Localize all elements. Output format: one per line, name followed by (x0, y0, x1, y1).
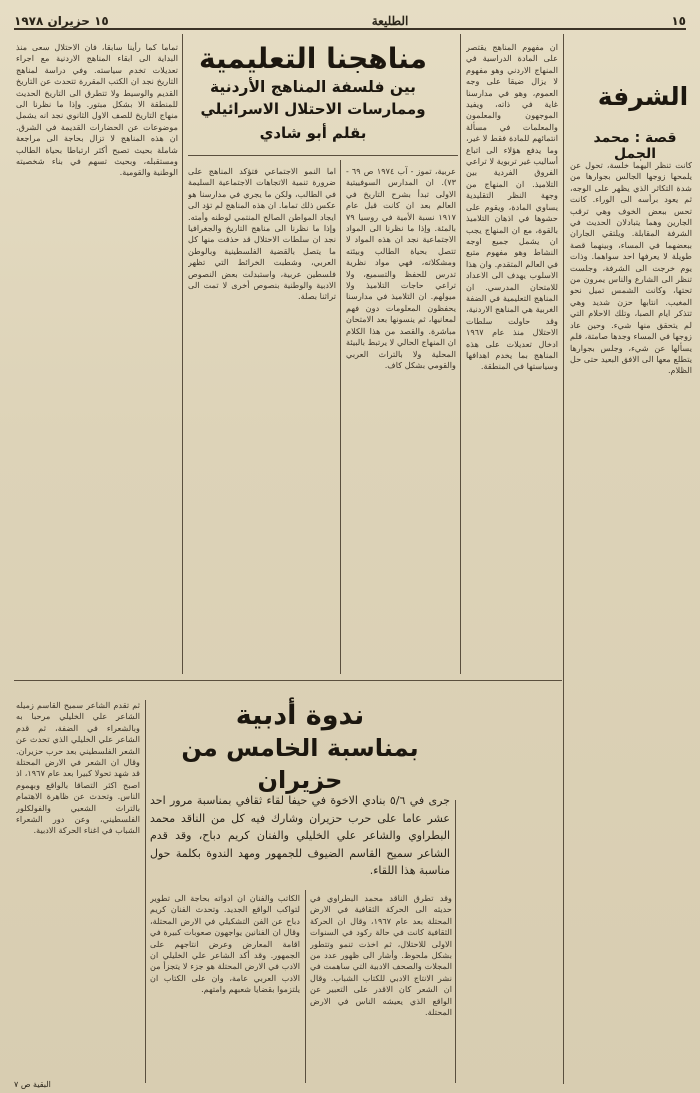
article-author: بقلم أبو شادي (259, 124, 367, 142)
article-text: تماما كما رأينا سابقا، فان الاحتلال سعى منذ البداية الى ابقاء المناهج الاردنية مع اجراء تعديلات تخدم سياسته. وفي دراسة لمناهج التاريخ نجد ان الكتب المقررة تتحدث عن التاريخ القديم والوسيط ولا تتطرق الى التاريخ الحديث للمنطقة الا بشكل مبتور. وإذا ما نظرنا الى منهاج التاريخ للصف الاول الثانوي نجد انه يشمل موضوعات عن الحضارات القديمة في الشرق. ان هذه المناهج لا تزال بحاجة الى مراجعة شاملة بحيث تصبح أكثر ارتباطا بحياة الطالب ومستقبله، وبحيث تسهم في بناء شخصيته الوطنية والقومية. (16, 42, 178, 178)
article-subtitle-1: بين فلسفة المناهج الأردنية (210, 78, 416, 96)
section-divider (14, 680, 562, 681)
article-text: عربية، تموز - آب ١٩٧٤ ص ٦٩ - ٧٣). ان المدارس السوفييتية الاولى تبدأ بشرح التاريخ في العالم بعد ان كانت قبل عام ١٩١٧ نسبة الأمية في روسيا ٧٩ بالمئة. وإذا ما نظرنا الى المواد الاجتماعية نجد ان هذه المواد لا تتصل بحياة الطالب وبيئته ومشكلاته، فهي مواد نظرية تدرس للحفظ والتسميع، ولا تراعي حاجات التلاميذ ولا ميولهم. ان التلاميذ في مدارسنا يحفظون المعلومات دون فهم لمعانيها، ثم ينسونها بعد الامتحان مباشرة. والقصد من هذا الكلام ان المنهاج الحالي لا يرتبط بالبيئة المحلية ولا بالتراث العربي والقومي بشكل كاف. (346, 166, 456, 370)
column-divider (305, 890, 306, 1083)
article-column-2 (346, 166, 456, 672)
seminar-text: وقد تطرق الناقد محمد البطراوي في حديثه الى الحركة الثقافية في الارض المحتلة بعد عام ١٩٦٧، وقال ان الحركة الثقافية كانت في حالة ركود في السنوات الاولى للاحتلال، ثم اخذت تنمو وتتطور بشكل ملحوظ. وأشار الى ظهور عدد من المجلات والصحف الادبية التي ساهمت في نشر الانتاج الادبي للكتاب الشباب. وقال ان الشعر كان الاقدر على التعبير عن الواقع الذي يعيشه الناس في الارض المحتلة. (310, 893, 452, 1018)
issue-date: ١٥ حزيران ١٩٧٨ (14, 14, 109, 28)
seminar-title: ندوة أدبية (235, 700, 365, 731)
seminar-text: ثم تقدم الشاعر سميح القاسم زميله الشاعر علي الخليلي مرحبا به وبالشعراء في الضفة، ثم قدم الشاعر علي الخليلي الذي تحدث عن الشعر الفلسطيني بعد حرب حزيران. وقال ان الشعر في الارض المحتلة قد شهد تحولا كبيرا بعد عام ١٩٦٧، اذ اصبح اكثر التصاقا بالواقع وبهموم الناس. وتحدث عن ظاهرة الاهتمام بالتراث الشعبي والفولكلور الفلسطيني، وعن دور الشعراء الشباب في اغناء الحركة الادبية. (16, 700, 140, 836)
article-title-block (190, 42, 436, 152)
article-column-3 (188, 166, 336, 672)
page-header (14, 8, 686, 30)
column-divider (563, 34, 564, 1084)
section-name: الطليعة (371, 14, 409, 28)
page-number: ١٥ (671, 14, 686, 28)
article-column-4 (16, 42, 178, 672)
story-title: قصة : محمد الجمل (593, 130, 677, 162)
seminar-column-left (16, 700, 140, 1070)
story-section-title: الشرفة (597, 82, 689, 111)
seminar-subtitle: بمناسبة الخامس من حزيران (181, 734, 419, 794)
title-divider (188, 155, 458, 156)
column-divider (182, 34, 183, 674)
story-text: كانت تنظر اليهما خلسة، تحول عن يلمحها زوجها الجالس بجوارها من شدة التكاثر الذي يظهر على الوجه، ثم يعود برأسه الى الوراء. كانت تحس ببعض الخوف وهي ترقب الجارين وهما يتبادلان الحديث في الشرفة المقابلة. ويلتقي الجاران ببعضهما في المساء، وبينهما قصة طويلة لا يعرفها احد سواهما. وذات يوم خرجت الى الشرفة، وجلست تنظر الى الشارع والناس يمرون من تحتها، وكانت الشمس تميل نحو المغيب. انتابها حزن شديد وهي تتذكر ايام الصبا، وتلك الاحلام التي لم يتحقق منها شيء. وحين عاد زوجها في المساء وجدها صامتة، فلم يسألها عن شيء، وجلس بجوارها يتطلع معها الى الافق البعيد حتى حل الظلام. (570, 160, 692, 376)
column-divider (145, 700, 146, 1083)
story-body (570, 160, 692, 1065)
article-text: ان مفهوم المناهج يقتصر على المادة الدراسية في المنهاج الاردني وهو مفهوم لا يزال ضيقا على وجه العموم، وهو في مدارسنا غاية في ذاته، ويفيد الموجهون والمعلمون والمعلمات في مسألة انتمائهم للمادة فقط لا غير، وما يدفع هؤلاء الى اتباع أساليب غير تربوية لا تراعي الفروق الفردية بين التلاميذ. ان المنهاج من وجهة النظر التقليدية يساوي المادة، ويقوم على حشوها في اذهان التلاميذ بالقوة، مع ان المنهاج يجب ان يشمل جميع اوجه النشاط وهو مفهوم متبع في العالم المتقدم. وان هذا الاسلوب يهدف الى الاعداد للامتحان المدرسي. ان المناهج التعليمية في الضفة الغربية هي المناهج الاردنية، وقد حاولت سلطات الاحتلال منذ عام ١٩٦٧ ادخال تعديلات على هذه المناهج بما يخدم اهدافها وسياستها في المنطقة. (466, 42, 558, 372)
article-text: اما النمو الاجتماعي فتؤكد المناهج على ضرورة تنمية الاتجاهات الاجتماعية السليمة في الطالب، ولكن ما يجري في مدارسنا هو عكس ذلك تماما. ان هذه المناهج لم تؤد الى ايجاد المواطن الصالح المنتمي لوطنه وأمته. وإذا ما نظرنا الى مناهج التاريخ والجغرافيا نجد ان سلطات الاحتلال قد حذفت منها كل ما يتصل بالقضية الفلسطينية وبالوطن العربي، وشطبت الخرائط التي تظهر فلسطين عربية، واستبدلت بعض النصوص الادبية والوطنية بنصوص أخرى لا تمت الى تراثنا بصلة. (188, 166, 336, 302)
seminar-column-center (150, 893, 300, 1078)
seminar-column-right (310, 893, 452, 1078)
continued-note: البقية ص ٧ (14, 1080, 51, 1089)
article-title: مناهجنا التعليمية (199, 42, 427, 75)
article-column-1 (466, 42, 558, 672)
column-divider (340, 160, 341, 674)
seminar-title-block (150, 700, 450, 794)
column-divider (455, 800, 456, 1083)
seminar-lead: جرى في ٥/٦ بنادي الاخوة في حيفا لقاء ثقافي بمناسبة مرور احد عشر عاما على حرب حزيران وشارك فيه كل من الناقد محمد البطراوي والشاعر علي الخليلي والفنان كريم دباح، وقد قدم الشاعر سميح القاسم الضيوف للجمهور ومهد الندوة بكلمة حول مناسبة هذا اللقاء. (150, 794, 450, 877)
seminar-text: الكاتب والفنان ان ادواته بحاجة الى تطوير لتواكب الواقع الجديد. وتحدث الفنان كريم دباح عن الفن التشكيلي في الارض المحتلة، وقال ان الفنانين يواجهون صعوبات كبيرة في اقامة المعارض وعرض انتاجهم على الجمهور. وقد أكد الشاعر علي الخليلي ان الادب في الارض المحتلة هو جزء لا يتجزأ من الادب العربي عامة، وان على الكتاب ان يلتزموا بقضايا شعبهم وامتهم. (150, 893, 300, 995)
article-subtitle-2: وممارسات الاحتلال الاسرائيلي (200, 100, 426, 118)
column-divider (460, 34, 461, 674)
